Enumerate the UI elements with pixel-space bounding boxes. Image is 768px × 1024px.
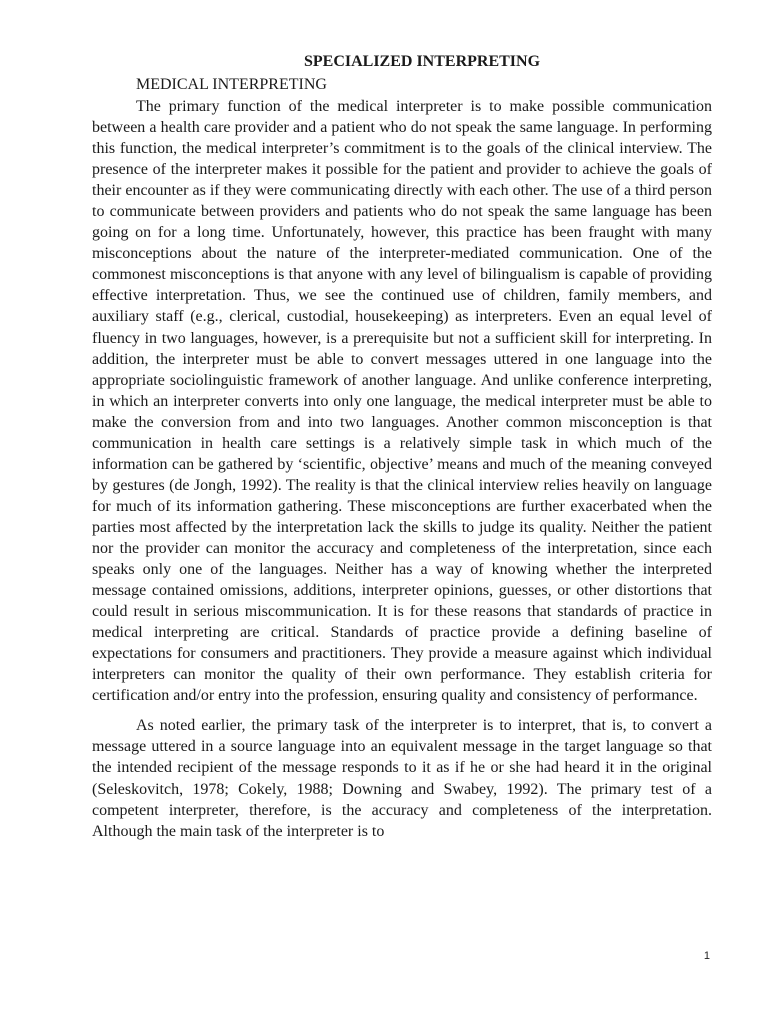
section-heading: MEDICAL INTERPRETING — [136, 76, 327, 93]
document-title: SPECIALIZED INTERPRETING — [303, 53, 541, 70]
body-paragraph-1: The primary function of the medical interpreter is to make possible communication between a health care provider and a patient who do not speak the same language. In performing this function, the medical interpreter’s commitment is to the goals of the clinical interview. The presence of the interpreter makes it possible for the patient and provider to achieve the goals of their encounter as if they were communicating directly with each other. The use of a third person to communicate between providers and patients who do not speak the same language has been going on for a long time. Unfortunately, however, this practice has been fraught with many misconceptions about the nature of the interpreter-mediated communication. One of the commonest misconceptions is that anyone with any level of bilingualism is capable of providing effective interpretation. Thus, we see the continued use of children, family members, and auxiliary staff (e.g., clerical, custodial, housekeeping) as interpreters. Even an equal level of fluency in two languages, however, is a prerequisite but not a sufficient skill for interpreting. In addition, the interpreter must be able to convert messages uttered in one language into the appropriate sociolinguistic framework of another language. And unlike conference interpreting, in which an interpreter converts into only one language, the medical interpreter must be able to make the conversion from and into two languages. Another common misconception is that communication in health care settings is a relatively simple task in which much of the information can be gathered by ‘scientific, objective’ means and much of the meaning conveyed by gestures (de Jongh, 1992). The reality is that the clinical interview relies heavily on language for much of its information gathering. These misconceptions are further exacerbated when the parties most affected by the interpretation lack the skills to judge its quality. Neither the patient nor the provider can monitor the accuracy and completeness of the interpretation, since each speaks only one of the languages. Neither has a way of knowing whether the interpreted message contained omissions, additions, interpreter opinions, guesses, or other distortions that could result in serious miscommunication. It is for these reasons that standards of practice in medical interpreting are critical. Standards of practice provide a defining baseline of expectations for consumers and practitioners. They provide a measure against which individual interpreters can monitor the quality of their own performance. They establish criteria for certification and/or entry into the profession, ensuring quality and consistency of performance. — [92, 98, 712, 705]
page-number: 1 — [703, 950, 710, 962]
document-page — [92, 51, 712, 842]
body-paragraph-2: As noted earlier, the primary task of the interpreter is to interpret, that is, to convert a message uttered in a source language into an equivalent message in the target language so that the intended recipient of the message responds to it as if he or she had heard it in the original (Seleskovitch, 1978; Cokely, 1988; Downing and Swabey, 1992). The primary test of a competent interpreter, therefore, is the accuracy and completeness of the interpretation. Although the main task of the interpreter is to — [92, 717, 712, 840]
